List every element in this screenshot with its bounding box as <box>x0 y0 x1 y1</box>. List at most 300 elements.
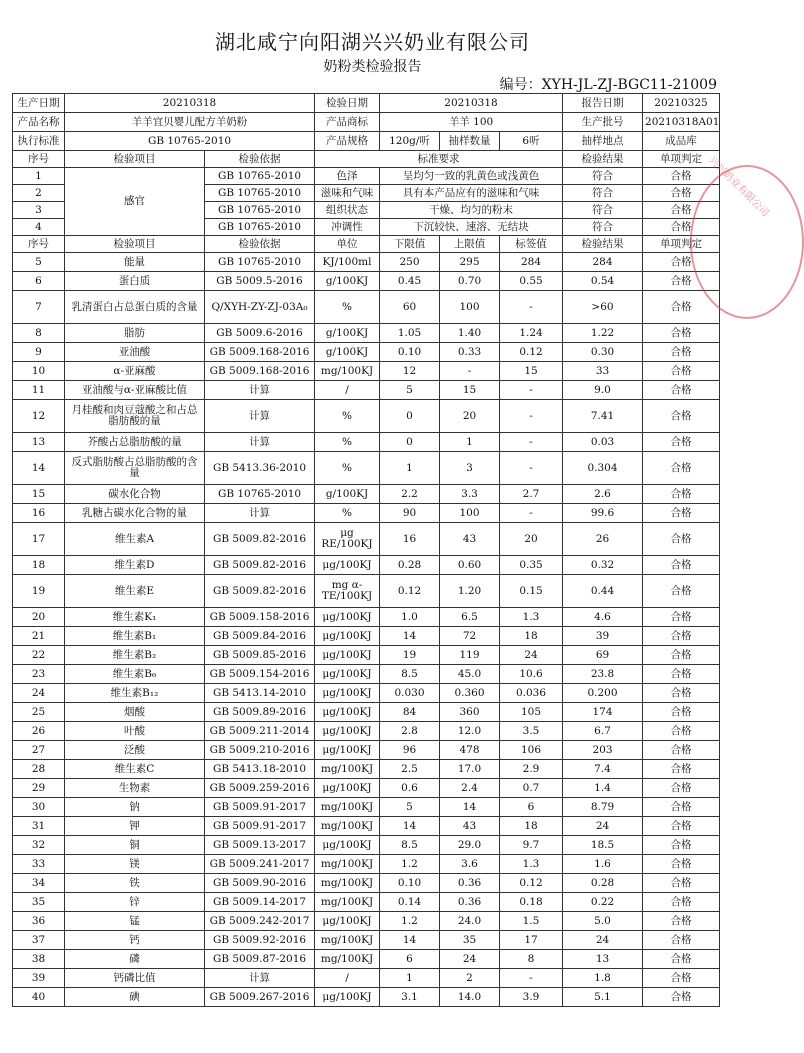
row-number: 35 <box>13 893 65 912</box>
item-verdict: 合格 <box>643 324 720 343</box>
upper-limit: 1.20 <box>440 575 500 608</box>
test-item: 维生素B₁ <box>65 627 205 646</box>
test-basis: GB 5009.267-2016 <box>205 988 315 1007</box>
test-item: 维生素B₂ <box>65 646 205 665</box>
meta-row-3 <box>13 132 720 151</box>
test-result: >60 <box>563 291 643 324</box>
table-row <box>13 722 720 741</box>
lower-limit: 90 <box>380 504 440 523</box>
test-basis: GB 5009.158-2016 <box>205 608 315 627</box>
row-number: 3 <box>13 202 65 219</box>
upper-limit: 12.0 <box>440 722 500 741</box>
sensory-header-requirement: 标准要求 <box>315 151 563 168</box>
unit: % <box>315 452 380 485</box>
table-row <box>13 400 720 433</box>
standard-requirement: 干燥、均匀的粉末 <box>380 202 563 219</box>
unit: μg/100KJ <box>315 556 380 575</box>
label-value: 0.12 <box>500 343 563 362</box>
row-number: 36 <box>13 912 65 931</box>
table-row <box>13 684 720 703</box>
unit: mg/100KJ <box>315 798 380 817</box>
upper-limit: 119 <box>440 646 500 665</box>
test-result: 39 <box>563 627 643 646</box>
table-row <box>13 291 720 324</box>
upper-limit: 24 <box>440 950 500 969</box>
test-item: 锌 <box>65 893 205 912</box>
table-row <box>13 343 720 362</box>
lower-limit: 8.5 <box>380 665 440 684</box>
test-item: 维生素D <box>65 556 205 575</box>
spec-value: 120g/听 <box>380 132 440 151</box>
unit: μg RE/100KJ <box>315 523 380 556</box>
test-basis: GB 5009.168-2016 <box>205 362 315 381</box>
lower-limit: 12 <box>380 362 440 381</box>
row-number: 13 <box>13 433 65 452</box>
row-number: 1 <box>13 168 65 185</box>
row-number: 25 <box>13 703 65 722</box>
item-verdict: 合格 <box>643 665 720 684</box>
upper-limit: 2 <box>440 969 500 988</box>
test-item: 维生素C <box>65 760 205 779</box>
test-item: 亚油酸与α-亚麻酸比值 <box>65 381 205 400</box>
upper-limit: 3 <box>440 452 500 485</box>
test-basis: GB 5009.82-2016 <box>205 523 315 556</box>
table-row <box>13 779 720 798</box>
item-verdict: 合格 <box>643 400 720 433</box>
item-verdict: 合格 <box>643 575 720 608</box>
upper-limit: 100 <box>440 504 500 523</box>
table-row <box>13 627 720 646</box>
upper-limit: 43 <box>440 817 500 836</box>
item-verdict: 合格 <box>643 523 720 556</box>
row-number: 19 <box>13 575 65 608</box>
upper-limit: 6.5 <box>440 608 500 627</box>
table-row <box>13 950 720 969</box>
label-value: 10.6 <box>500 665 563 684</box>
test-basis: GB 5009.89-2016 <box>205 703 315 722</box>
unit: % <box>315 291 380 324</box>
sensory-attribute: 滋味和气味 <box>315 185 380 202</box>
lower-limit: 0.10 <box>380 343 440 362</box>
unit: μg/100KJ <box>315 684 380 703</box>
lower-limit: 0.14 <box>380 893 440 912</box>
lower-limit: 0.45 <box>380 272 440 291</box>
unit: g/100KJ <box>315 343 380 362</box>
unit: mg/100KJ <box>315 950 380 969</box>
test-basis: GB 5009.91-2017 <box>205 798 315 817</box>
item-verdict: 合格 <box>643 874 720 893</box>
row-number: 31 <box>13 817 65 836</box>
item-verdict: 合格 <box>643 912 720 931</box>
test-item: 维生素A <box>65 523 205 556</box>
table-row <box>13 433 720 452</box>
meta-row-2 <box>13 113 720 132</box>
upper-limit: 3.6 <box>440 855 500 874</box>
label-value: 0.036 <box>500 684 563 703</box>
unit: μg/100KJ <box>315 608 380 627</box>
item-verdict: 合格 <box>643 646 720 665</box>
lower-limit: 1.2 <box>380 912 440 931</box>
test-result: 284 <box>563 253 643 272</box>
item-verdict: 合格 <box>643 556 720 575</box>
test-basis: GB 10765-2010 <box>205 202 315 219</box>
spec-label: 产品规格 <box>315 132 380 151</box>
test-result: 符合 <box>563 168 643 185</box>
test-result: 0.30 <box>563 343 643 362</box>
test-basis: GB 5009.154-2016 <box>205 665 315 684</box>
table-row <box>13 874 720 893</box>
label-value: 8 <box>500 950 563 969</box>
row-number: 17 <box>13 523 65 556</box>
test-result: 69 <box>563 646 643 665</box>
unit: / <box>315 381 380 400</box>
sensory-header-item: 检验项目 <box>65 151 205 168</box>
test-result: 7.4 <box>563 760 643 779</box>
row-number: 40 <box>13 988 65 1007</box>
test-basis: GB 5009.84-2016 <box>205 627 315 646</box>
unit: % <box>315 433 380 452</box>
unit: mg/100KJ <box>315 931 380 950</box>
row-number: 34 <box>13 874 65 893</box>
label-value: 1.3 <box>500 855 563 874</box>
test-basis: GB 5009.5-2016 <box>205 272 315 291</box>
unit: mg/100KJ <box>315 855 380 874</box>
test-result: 24 <box>563 817 643 836</box>
label-value: - <box>500 291 563 324</box>
table-row <box>13 646 720 665</box>
test-result: 符合 <box>563 185 643 202</box>
item-verdict: 合格 <box>643 452 720 485</box>
test-result: 174 <box>563 703 643 722</box>
test-result: 0.304 <box>563 452 643 485</box>
lower-limit: 96 <box>380 741 440 760</box>
test-item: 钾 <box>65 817 205 836</box>
row-number: 11 <box>13 381 65 400</box>
test-item: 磷 <box>65 950 205 969</box>
item-verdict: 合格 <box>643 836 720 855</box>
test-basis: GB 10765-2010 <box>205 485 315 504</box>
lower-limit: 0 <box>380 400 440 433</box>
lower-limit: 1.0 <box>380 608 440 627</box>
upper-limit: 72 <box>440 627 500 646</box>
test-result: 0.32 <box>563 556 643 575</box>
sensory-header-verdict: 单项判定 <box>643 151 720 168</box>
label-value: 1.5 <box>500 912 563 931</box>
header-min: 下限值 <box>380 236 440 253</box>
table-row <box>13 504 720 523</box>
unit: μg/100KJ <box>315 722 380 741</box>
test-result: 0.03 <box>563 433 643 452</box>
item-verdict: 合格 <box>643 343 720 362</box>
lower-limit: 1.2 <box>380 855 440 874</box>
unit: g/100KJ <box>315 485 380 504</box>
test-basis: GB 5009.90-2016 <box>205 874 315 893</box>
test-basis: GB 5009.82-2016 <box>205 556 315 575</box>
table-row <box>13 272 720 291</box>
test-item: 叶酸 <box>65 722 205 741</box>
test-item: 维生素B₁₂ <box>65 684 205 703</box>
upper-limit: 45.0 <box>440 665 500 684</box>
test-basis: GB 5009.211-2014 <box>205 722 315 741</box>
test-basis: GB 10765-2010 <box>205 219 315 236</box>
test-result: 2.6 <box>563 485 643 504</box>
table-row <box>13 575 720 608</box>
test-result: 9.0 <box>563 381 643 400</box>
test-result: 1.6 <box>563 855 643 874</box>
row-number: 15 <box>13 485 65 504</box>
label-value: - <box>500 381 563 400</box>
test-item: 铜 <box>65 836 205 855</box>
lower-limit: 2.8 <box>380 722 440 741</box>
row-number: 29 <box>13 779 65 798</box>
test-basis: GB 10765-2010 <box>205 185 315 202</box>
row-number: 28 <box>13 760 65 779</box>
row-number: 18 <box>13 556 65 575</box>
main-header-row <box>13 236 720 253</box>
item-verdict: 合格 <box>643 291 720 324</box>
item-verdict: 合格 <box>643 722 720 741</box>
label-value: 284 <box>500 253 563 272</box>
row-number: 37 <box>13 931 65 950</box>
production-date-label: 生产日期 <box>13 94 65 113</box>
test-basis: 计算 <box>205 969 315 988</box>
header-no: 序号 <box>13 236 65 253</box>
item-verdict: 合格 <box>643 504 720 523</box>
test-basis: GB 10765-2010 <box>205 168 315 185</box>
upper-limit: 0.60 <box>440 556 500 575</box>
test-basis: 计算 <box>205 504 315 523</box>
batch-label: 生产批号 <box>563 113 643 132</box>
test-result: 99.6 <box>563 504 643 523</box>
test-basis: GB 5009.242-2017 <box>205 912 315 931</box>
sensory-row <box>13 168 720 185</box>
table-row <box>13 988 720 1007</box>
upper-limit: 20 <box>440 400 500 433</box>
standard-requirement: 具有本产品应有的滋味和气味 <box>380 185 563 202</box>
lower-limit: 0.6 <box>380 779 440 798</box>
test-item: 维生素K₁ <box>65 608 205 627</box>
label-value: 3.5 <box>500 722 563 741</box>
batch-value: 20210318A01 <box>643 113 720 132</box>
row-number: 23 <box>13 665 65 684</box>
table-row <box>13 817 720 836</box>
label-value: 1.24 <box>500 324 563 343</box>
sample-qty-value: 6听 <box>500 132 563 151</box>
unit: mg/100KJ <box>315 362 380 381</box>
test-basis: Q/XYH-ZY-ZJ-03A₀ <box>205 291 315 324</box>
row-number: 24 <box>13 684 65 703</box>
test-item: 芥酸占总脂肪酸的量 <box>65 433 205 452</box>
unit: mg/100KJ <box>315 760 380 779</box>
lower-limit: 1.05 <box>380 324 440 343</box>
item-verdict: 合格 <box>643 485 720 504</box>
inspection-seal-text: 兴兴奶业有限公司 <box>706 154 771 220</box>
label-value: 2.7 <box>500 485 563 504</box>
test-item: 维生素E <box>65 575 205 608</box>
test-item: 乳糖占碳水化合物的量 <box>65 504 205 523</box>
lower-limit: 0.030 <box>380 684 440 703</box>
table-row <box>13 931 720 950</box>
test-item: 乳清蛋白占总蛋白质的含量 <box>65 291 205 324</box>
table-row <box>13 485 720 504</box>
lower-limit: 16 <box>380 523 440 556</box>
label-value: 18 <box>500 817 563 836</box>
test-item: 维生素B₆ <box>65 665 205 684</box>
test-basis: GB 5009.85-2016 <box>205 646 315 665</box>
row-number: 38 <box>13 950 65 969</box>
unit: mg/100KJ <box>315 893 380 912</box>
sensory-header-no: 序号 <box>13 151 65 168</box>
label-value: 105 <box>500 703 563 722</box>
test-basis: GB 5009.210-2016 <box>205 741 315 760</box>
sensory-group-label: 感官 <box>65 168 205 236</box>
test-basis: GB 5413.18-2010 <box>205 760 315 779</box>
test-item: 烟酸 <box>65 703 205 722</box>
inspection-date-value: 20210318 <box>380 94 563 113</box>
row-number: 26 <box>13 722 65 741</box>
header-label: 标签值 <box>500 236 563 253</box>
lower-limit: 60 <box>380 291 440 324</box>
unit: μg/100KJ <box>315 627 380 646</box>
item-verdict: 合格 <box>643 931 720 950</box>
upper-limit: 17.0 <box>440 760 500 779</box>
label-value: 0.18 <box>500 893 563 912</box>
test-item: 亚油酸 <box>65 343 205 362</box>
lower-limit: 6 <box>380 950 440 969</box>
test-basis: 计算 <box>205 400 315 433</box>
test-item: 钙 <box>65 931 205 950</box>
table-row <box>13 324 720 343</box>
test-result: 0.54 <box>563 272 643 291</box>
row-number: 2 <box>13 185 65 202</box>
item-verdict: 合格 <box>643 988 720 1007</box>
sample-qty-label: 抽样数量 <box>440 132 500 151</box>
item-verdict: 合格 <box>643 855 720 874</box>
upper-limit: 1 <box>440 433 500 452</box>
test-basis: 计算 <box>205 381 315 400</box>
header-verdict: 单项判定 <box>643 236 720 253</box>
label-value: - <box>500 504 563 523</box>
test-basis: GB 5009.168-2016 <box>205 343 315 362</box>
unit: μg/100KJ <box>315 703 380 722</box>
table-row <box>13 381 720 400</box>
table-row <box>13 893 720 912</box>
test-result: 0.22 <box>563 893 643 912</box>
production-date-value: 20210318 <box>65 94 315 113</box>
test-result: 33 <box>563 362 643 381</box>
test-result: 0.28 <box>563 874 643 893</box>
header-max: 上限值 <box>440 236 500 253</box>
test-result: 0.200 <box>563 684 643 703</box>
label-value: - <box>500 433 563 452</box>
row-number: 30 <box>13 798 65 817</box>
row-number: 8 <box>13 324 65 343</box>
unit: mg/100KJ <box>315 817 380 836</box>
test-result: 符合 <box>563 202 643 219</box>
lower-limit: 14 <box>380 627 440 646</box>
test-item: 钙磷比值 <box>65 969 205 988</box>
row-number: 20 <box>13 608 65 627</box>
test-item: 碘 <box>65 988 205 1007</box>
upper-limit: 0.70 <box>440 272 500 291</box>
table-row <box>13 703 720 722</box>
upper-limit: 43 <box>440 523 500 556</box>
label-value: 9.7 <box>500 836 563 855</box>
upper-limit: 35 <box>440 931 500 950</box>
row-number: 32 <box>13 836 65 855</box>
brand-label: 产品商标 <box>315 113 380 132</box>
sensory-header-basis: 检验依据 <box>205 151 315 168</box>
item-verdict: 合格 <box>643 627 720 646</box>
product-name-value: 羊羊宜贝婴儿配方羊奶粉 <box>65 113 315 132</box>
label-value: 0.12 <box>500 874 563 893</box>
inspection-table <box>12 93 720 1007</box>
sample-place-label: 抽样地点 <box>563 132 643 151</box>
table-row <box>13 523 720 556</box>
label-value: 2.9 <box>500 760 563 779</box>
test-basis: GB 5009.13-2017 <box>205 836 315 855</box>
table-row <box>13 665 720 684</box>
upper-limit: 29.0 <box>440 836 500 855</box>
lower-limit: 19 <box>380 646 440 665</box>
test-result: 7.41 <box>563 400 643 433</box>
lower-limit: 14 <box>380 817 440 836</box>
upper-limit: 478 <box>440 741 500 760</box>
sample-place-value: 成品库 <box>643 132 720 151</box>
label-value: 17 <box>500 931 563 950</box>
unit: g/100KJ <box>315 272 380 291</box>
row-number: 4 <box>13 219 65 236</box>
lower-limit: 1 <box>380 452 440 485</box>
label-value: 18 <box>500 627 563 646</box>
test-result: 18.5 <box>563 836 643 855</box>
row-number: 10 <box>13 362 65 381</box>
test-result: 23.8 <box>563 665 643 684</box>
sensory-header-result: 检验结果 <box>563 151 643 168</box>
item-verdict: 合格 <box>643 433 720 452</box>
test-item: 月桂酸和肉豆蔻酸之和占总脂肪酸的量 <box>65 400 205 433</box>
upper-limit: 0.360 <box>440 684 500 703</box>
label-value: 24 <box>500 646 563 665</box>
test-result: 5.0 <box>563 912 643 931</box>
test-result: 1.8 <box>563 969 643 988</box>
test-basis: GB 10765-2010 <box>205 253 315 272</box>
item-verdict: 合格 <box>643 202 720 219</box>
test-item: 脂肪 <box>65 324 205 343</box>
sensory-header-row <box>13 151 720 168</box>
unit: mg/100KJ <box>315 874 380 893</box>
item-verdict: 合格 <box>643 608 720 627</box>
test-result: 5.1 <box>563 988 643 1007</box>
test-result: 0.44 <box>563 575 643 608</box>
item-verdict: 合格 <box>643 760 720 779</box>
unit: % <box>315 400 380 433</box>
sensory-attribute: 冲调性 <box>315 219 380 236</box>
test-basis: GB 5009.241-2017 <box>205 855 315 874</box>
upper-limit: 24.0 <box>440 912 500 931</box>
test-result: 13 <box>563 950 643 969</box>
table-row <box>13 760 720 779</box>
lower-limit: 2.2 <box>380 485 440 504</box>
unit: / <box>315 969 380 988</box>
unit: g/100KJ <box>315 324 380 343</box>
label-value: 6 <box>500 798 563 817</box>
test-basis: GB 5413.36-2010 <box>205 452 315 485</box>
item-verdict: 合格 <box>643 381 720 400</box>
table-row <box>13 798 720 817</box>
test-result: 1.22 <box>563 324 643 343</box>
test-basis: GB 5009.259-2016 <box>205 779 315 798</box>
